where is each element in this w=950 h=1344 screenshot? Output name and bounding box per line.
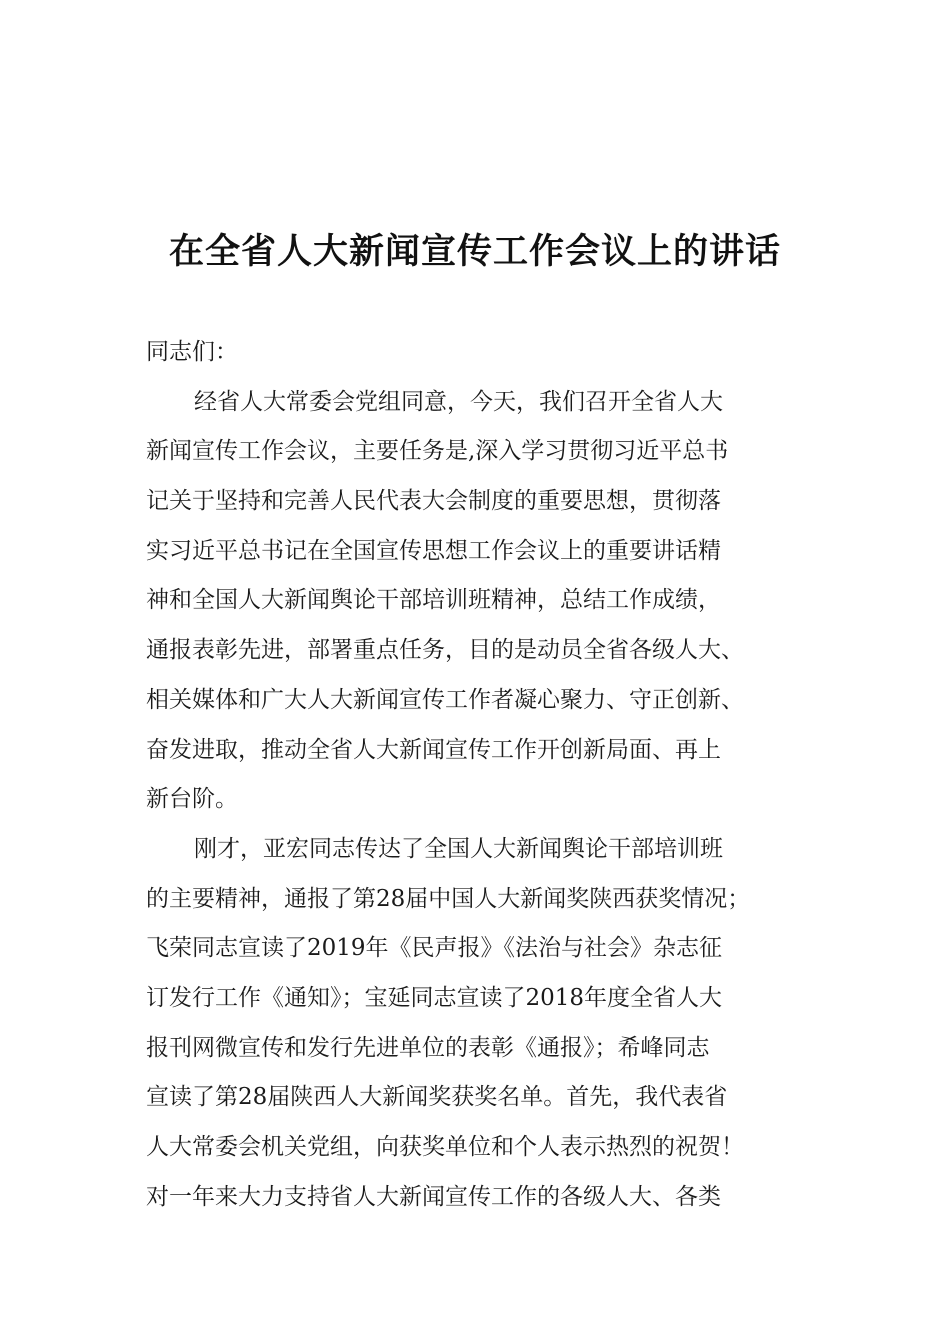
paragraph-line: 对一年来大力支持省人大新闻宣传工作的各级人大、各类: [146, 1183, 721, 1210]
paragraph-line: 刚才，亚宏同志传达了全国人大新闻舆论干部培训班: [194, 835, 723, 862]
paragraph-line: 报刊网微宣传和发行先进单位的表彰《通报》；希峰同志: [146, 1034, 710, 1061]
paragraph-line: 的主要精神，通报了第28届中国人大新闻奖陕西获奖情况；: [146, 885, 751, 912]
paragraph-line: 飞荣同志宣读了2019年《民声报》《法治与社会》杂志征: [146, 935, 723, 962]
paragraph-line: 新台阶。: [146, 786, 238, 813]
paragraph-line: 人大常委会机关党组，向获奖单位和个人表示热烈的祝贺！: [146, 1134, 744, 1160]
paragraph-line: 订发行工作《通知》；宝延同志宣读了2018年度全省人大: [146, 984, 723, 1011]
paragraph-line: 实习近平总书记在全国宣传思想工作会议上的重要讲话精: [146, 537, 721, 564]
paragraph-line: 经省人大常委会党组同意，今天，我们召开全省人大: [194, 388, 723, 415]
salutation: 同志们：: [146, 339, 238, 365]
document-body: [146, 328, 806, 1222]
paragraph-line: 神和全国人大新闻舆论干部培训班精神，总结工作成绩，: [146, 587, 721, 614]
paragraph-line: 宣读了第28届陕西人大新闻奖获奖名单。首先，我代表省: [146, 1084, 728, 1111]
paragraph-line: 记关于坚持和完善人民代表大会制度的重要思想，贯彻落: [146, 488, 721, 515]
paragraph-line: 相关媒体和广大人大新闻宣传工作者凝心聚力、守正创新、: [146, 686, 744, 713]
paragraph-line: 新闻宣传工作会议，主要任务是,深入学习贯彻习近平总书: [146, 438, 729, 465]
paragraph-line: 奋发进取，推动全省人大新闻宣传工作开创新局面、再上: [146, 736, 721, 763]
paragraph-line: 通报表彰先进，部署重点任务，目的是动员全省各级人大、: [146, 637, 744, 664]
document-title: 在全省人大新闻宣传工作会议上的讲话: [168, 232, 781, 272]
